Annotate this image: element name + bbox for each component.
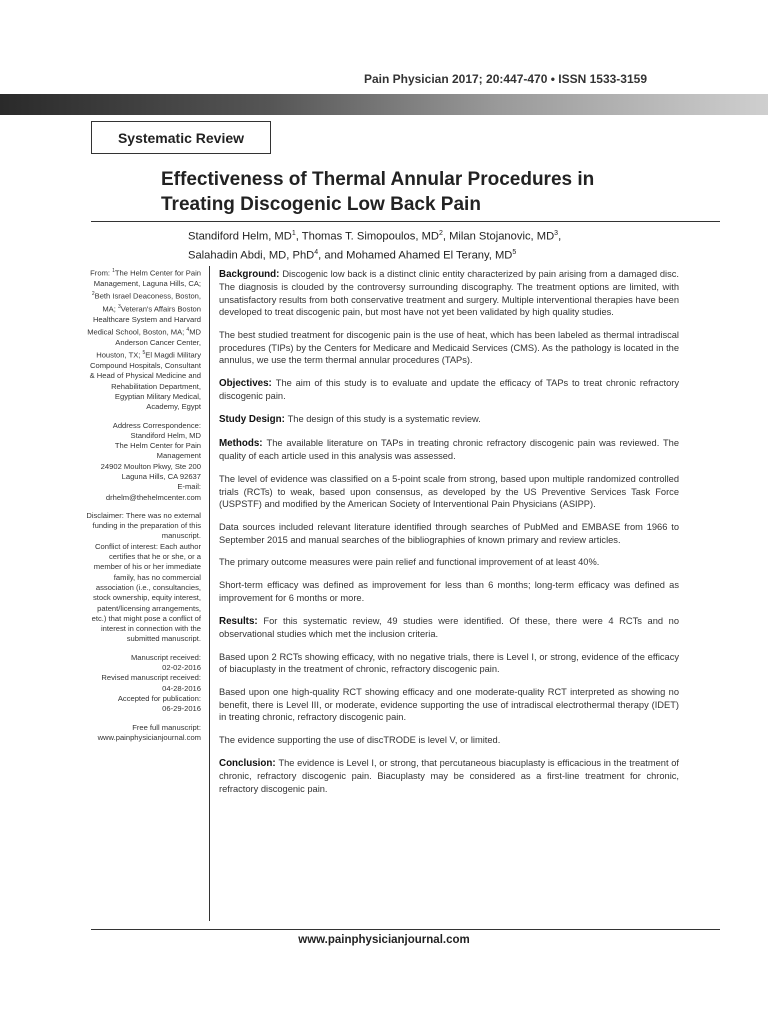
abstract-paragraph [219,473,679,510]
abstract-paragraph [219,615,679,641]
affiliations [86,266,201,413]
paragraph-text: Based upon one high-quality RCT showing efficacy and one moderate-quality RCT interpreted as showing no benefit, there is Level III, or moderate, evidence supporting the use of intradiscal electrothermal therapy (IDET) in treating chronic, refractory discogenic pain. [219,687,679,723]
section-label: Methods: [219,438,267,450]
abstract-paragraph [219,329,679,366]
footer-journal-url[interactable]: www.painphysicianjournal.com [298,934,470,946]
disclaimer: Disclaimer: There was no external funding in the preparation of this manuscript. [86,510,201,541]
affiliation-text: MD Anderson Cancer Center, Houston, TX; [96,327,201,360]
revised-label: Revised manuscript received: [101,673,201,683]
author-affiliation-mark: 3 [554,230,559,237]
paragraph-text: Based upon 2 RCTs showing efficacy, with no negative trials, there is Level I, or strong, evidence of the efficacy of biacuplasty in the treatment of chronic, refractory discogenic pain. [219,651,679,675]
correspondence [86,421,201,503]
paragraph-text: Discogenic low back is a distinct clinic entity characterized by pain arising from a damaged disc. The diagnosis is clouded by the controversy surrounding discography. The treatment options are limited, with unsatisfactory results from both conservative treatment and surgery. Multiple interventional therapies have been developed to treat discogenic pain, but most have not yet been validated by high quality studies. [219,269,680,318]
free-manuscript-link[interactable]: www.painphysicianjournal.com [97,732,201,742]
author-name: Salahadin Abdi, MD, PhD [188,249,315,262]
correspondence-street: 24902 Moulton Pkwy, Ste 200 [100,461,201,471]
author-name: Mohamed Ahamed El Terany, MD [346,249,513,262]
correspondence-heading: Address Correspondence: [112,420,201,430]
author-separator: , [558,230,562,243]
paragraph-text: The available literature on TAPs in treating chronic refractory discogenic pain was reviewed. The quality of each article used in this analysis was assessed. [219,438,679,462]
affiliation-mark: 1 [112,268,115,274]
column-divider [209,266,210,921]
correspondence-email[interactable]: drhelm@thehelmcenter.com [105,492,201,502]
affiliation-text: Veteran's Affairs Boston Healthcare System and Harvard Medical School, Boston, MA; [87,304,201,337]
abstract-paragraph [219,651,679,676]
affiliations-prefix: From: [90,268,113,278]
paragraph-text: The level of evidence was classified on a 5-point scale from strong, based upon multiple randomized controlled trials (RCTs) to weak, based upon consensus, as developed by the US Preventive Services Task Force (USPSTF) and modified by the American Society of Interventional Pain Physicians (ASIPP). [219,474,679,510]
header-gradient-bar [0,94,768,115]
paragraph-text: Data sources included relevant literature identified through searches of PubMed and EMBASE from 1966 to September 2015 and manual searches of the bibliographies of known primary and review articles. [219,522,679,545]
section-label: Conclusion: [219,757,279,769]
author-name: Standiford Helm, MD [188,230,292,243]
title-line-1: Effectiveness of Thermal Annular Procedures in [161,169,595,190]
correspondence-email-label: E-mail: [177,482,201,492]
paragraph-text: The evidence is Level I, or strong, that percutaneous biacuplasty is efficacious in the treatment of chronic, refractory discogenic pain. Biacuplasty may be considered as a first-line treatment for chronic, refractory discogenic pain. [219,757,679,794]
abstract-paragraph [219,413,679,426]
author-separator: , [442,230,450,243]
author-separator: , and [318,249,347,262]
paragraph-text: The aim of this study is to evaluate and update the efficacy of TAPs to treat chronic refractory discogenic pain. [219,377,679,402]
correspondence-org: The Helm Center for Pain Management [114,441,201,461]
journal-citation: Pain Physician 2017; 20:447-470 • ISSN 1533-3159 [363,72,647,86]
title-line-2: Treating Discogenic Low Back Pain [161,194,481,215]
author-affiliation-mark: 2 [438,230,443,237]
affiliation-mark: 2 [91,291,95,298]
paragraph-text: Short-term efficacy was defined as improvement for less than 6 months; long-term efficacy was defined as improvement for 6 months or more. [219,580,679,603]
author-separator: , [295,230,302,243]
received-label: Manuscript received: [130,652,201,662]
article-type-label: Systematic Review [91,121,271,154]
abstract-paragraph [219,757,679,795]
abstract-paragraph [219,556,679,568]
section-label: Study Design: [219,414,288,426]
section-label: Objectives: [219,377,276,389]
affiliation-mark: 5 [142,350,146,357]
accepted-label: Accepted for publication: [117,693,201,703]
abstract-paragraph [219,734,679,746]
affiliation-text: Beth Israel Deaconess, Boston, MA; [94,291,201,314]
author-name: Thomas T. Simopoulos, MD [301,230,439,243]
paragraph-text: The design of this study is a systematic review. [287,414,481,425]
section-label: Background: [219,269,283,280]
correspondence-name: Standiford Helm, MD [130,430,201,440]
abstract-paragraph [219,268,679,319]
article-title [161,167,721,217]
abstract-paragraph [219,686,679,723]
abstract [219,268,679,806]
footer-rule [91,929,720,930]
affiliation-mark: 3 [117,303,121,310]
manuscript-dates [86,653,201,715]
paragraph-text: The evidence supporting the use of discTRODE is level V, or limited. [219,734,501,745]
correspondence-city: Laguna Hills, CA 92637 [121,472,201,481]
paragraph-text: The best studied treatment for discogenic pain is the use of heat, which has been labeled as thermal intradiscal procedures (TIPs) by the Centers for Medicare and Medicaid Services (CMS). As the pathology is located in the annulus, we use the term thermal annular procedures (TAPs). [219,330,679,365]
author-name: Milan Stojanovic, MD [449,230,555,243]
free-manuscript-label: Free full manuscript: [132,722,201,732]
abstract-paragraph [219,437,679,463]
affiliation-text: The Helm Center for Pain Management, Laguna Hills, CA; [93,268,201,288]
paragraph-text: The primary outcome measures were pain relief and functional improvement of at least 40%. [219,557,600,568]
author-affiliation-mark: 4 [314,249,319,257]
disclosures [86,511,201,645]
abstract-paragraph [219,579,679,604]
affiliation-mark: 4 [186,327,190,334]
conflict-of-interest: Conflict of interest: Each author certifies that he or she, or a member of his or her immediate family, has no commercial association (i.e., consultancies, stock ownership, equity interest, patent/licensing arrangements, etc.) that might pose a conflict of interest in connection with the submitted manuscript. [91,541,201,644]
paragraph-text: For this systematic review, 49 studies were identified. Of these, there were 4 RCTs and no observational studies which met the inclusion criteria. [219,615,679,640]
abstract-paragraph [219,521,679,546]
author-list [188,226,708,264]
accepted-date: 06-29-2016 [162,704,201,714]
affiliation-text: El Magdi Military Compound Hospitals, Consultant & Head of Physical Medicine and Rehabilitation Department, Egyptian Military Medical, Academy, Egypt [89,350,201,412]
author-affiliation-mark: 5 [512,249,517,257]
received-date: 02-02-2016 [162,663,201,673]
revised-date: 04-28-2016 [162,683,201,693]
title-rule [91,221,720,222]
author-affiliation-mark: 1 [291,230,296,237]
abstract-paragraph [219,377,679,403]
section-label: Results: [219,615,264,627]
article-sidebar [86,266,201,751]
free-manuscript [86,723,201,744]
